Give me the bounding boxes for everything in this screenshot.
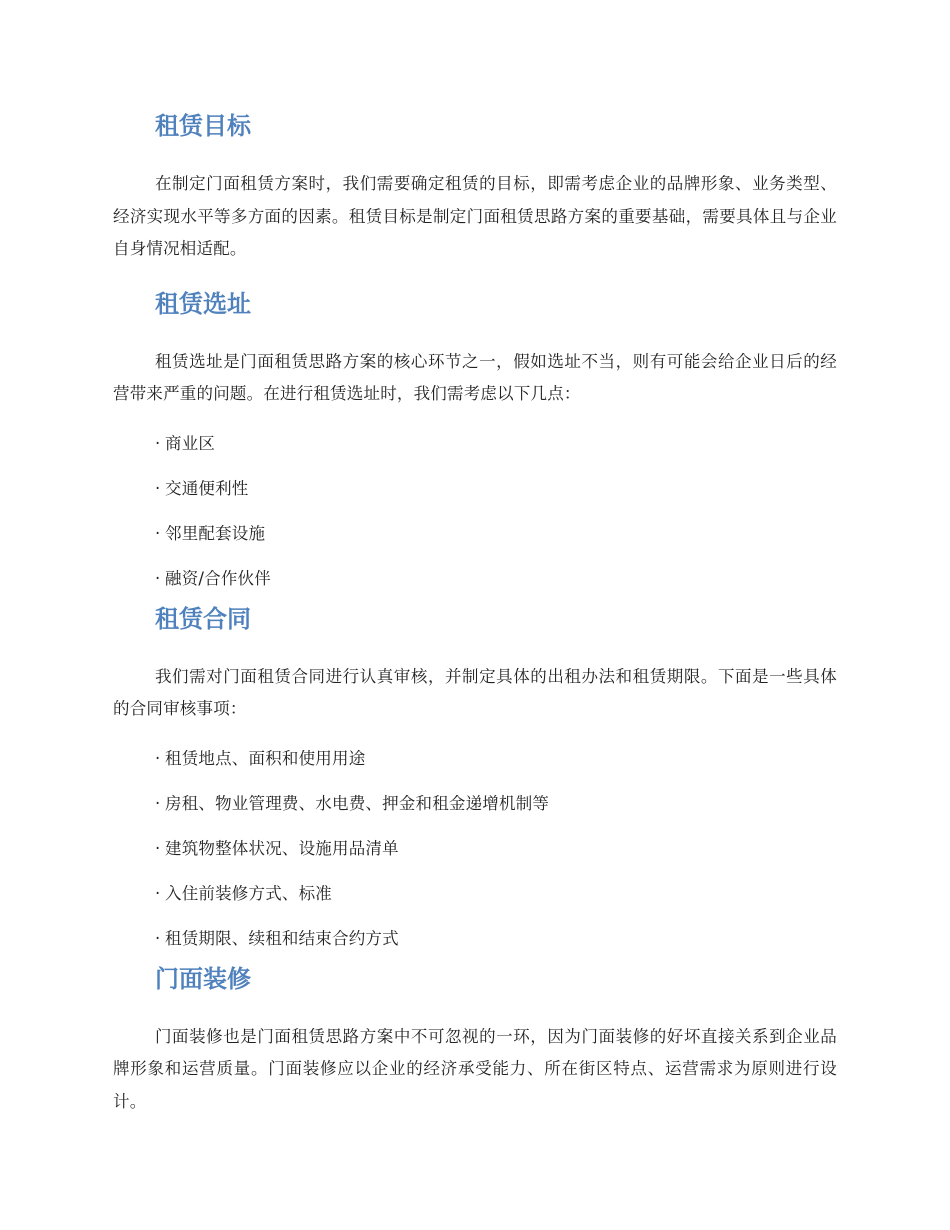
list-item: · 房租、物业管理费、水电费、押金和租金递增机制等 [155, 791, 837, 816]
bullet-list [113, 431, 837, 591]
section-rental-location [113, 286, 837, 591]
section-rental-goal [113, 108, 837, 266]
paragraph: 我们需对门面租赁合同进行认真审核，并制定具体的出租办法和租赁期限。下面是一些具体的合同审核事项： [113, 666, 837, 718]
paragraph: 在制定门面租赁方案时，我们需要确定租赁的目标，即需考虑企业的品牌形象、业务类型、经济实现水平等多方面的因素。租赁目标是制定门面租赁思路方案的重要基础，需要具体且与企业自身情况相适配。 [113, 174, 837, 258]
bullet-dot-icon: · [155, 793, 161, 813]
section-storefront-decoration [113, 961, 837, 1119]
bullet-dot-icon: · [155, 928, 161, 948]
section-heading: 租赁合同 [155, 604, 251, 633]
bullet-dot-icon: · [155, 838, 161, 858]
section-heading: 门面装修 [155, 964, 251, 993]
document-page [113, 108, 837, 1118]
list-item: · 建筑物整体状况、设施用品清单 [155, 836, 837, 861]
bullet-dot-icon: · [155, 568, 161, 588]
bullet-dot-icon: · [155, 883, 161, 903]
paragraph: 门面装修也是门面租赁思路方案中不可忽视的一环，因为门面装修的好坏直接关系到企业品牌形象和运营质量。门面装修应以企业的经济承受能力、所在街区特点、运营需求为原则进行设计。 [113, 1026, 837, 1111]
list-item: · 租赁期限、续租和结束合约方式 [155, 926, 837, 951]
paragraph: 租赁选址是门面租赁思路方案的核心环节之一，假如选址不当，则有可能会给企业日后的经营带来严重的问题。在进行租赁选址时，我们需考虑以下几点： [113, 351, 837, 403]
list-item: · 邻里配套设施 [155, 521, 837, 546]
list-item: · 商业区 [155, 431, 837, 456]
list-item: · 入住前装修方式、标准 [155, 881, 837, 906]
section-rental-contract [113, 601, 837, 951]
bullet-dot-icon: · [155, 748, 161, 768]
list-item: · 交通便利性 [155, 476, 837, 501]
section-heading: 租赁选址 [155, 289, 251, 318]
bullet-dot-icon: · [155, 478, 161, 498]
bullet-list [113, 746, 837, 951]
section-heading: 租赁目标 [155, 112, 251, 140]
list-item: · 融资/合作伙伴 [155, 566, 837, 591]
bullet-dot-icon: · [155, 523, 161, 543]
bullet-dot-icon: · [155, 433, 161, 453]
list-item: · 租赁地点、面积和使用用途 [155, 746, 837, 771]
